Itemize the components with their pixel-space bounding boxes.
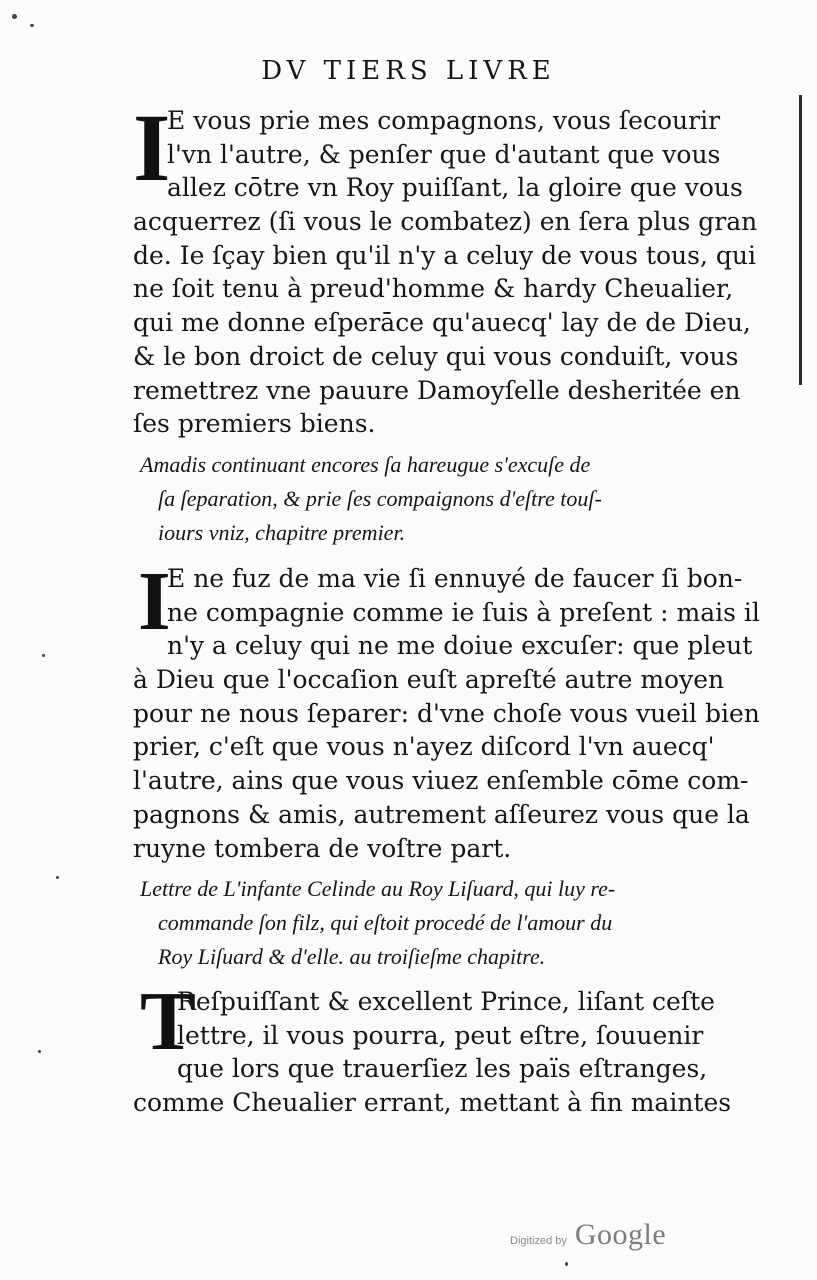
text-line: remettrez vne pauure Damoyſelle desheritée en bbox=[133, 375, 741, 405]
text-line: Reſpuiſſant & excellent Prince, liſant ceſte bbox=[177, 987, 715, 1016]
text-line: pour ne nous ſeparer: d'vne choſe vous vueil bien bbox=[133, 698, 760, 728]
text-line: & le bon droict de celuy qui vous conduiſt, vous bbox=[133, 341, 739, 371]
heading-line: commande ſon filz, qui eſtoit procedé de l'amour du bbox=[158, 910, 613, 935]
google-logo: Google bbox=[574, 1218, 667, 1251]
text-line: de. Ie ſçay bien qu'il n'y a celuy de vous tous, qui bbox=[133, 240, 756, 270]
scan-speck bbox=[12, 14, 17, 19]
heading-line: Amadis continuant encores ſa hareugue s'excuſe de bbox=[140, 452, 591, 477]
heading-line: Lettre de L'infante Celinde au Roy Liſuard, qui luy re- bbox=[140, 876, 616, 901]
heading-line: iours vniz, chapitre premier. bbox=[158, 520, 406, 545]
page-edge-rule bbox=[799, 95, 802, 385]
chapter-heading-1 bbox=[140, 448, 730, 550]
scan-speck bbox=[30, 24, 34, 27]
text-line: que lors que trauerſiez les païs eſtranges, bbox=[177, 1054, 708, 1084]
heading-line: Roy Liſuard & d'elle. au troiſieſme chapitre. bbox=[158, 944, 546, 969]
text-line: ne compagnie comme ie ſuis à preſent : mais il bbox=[167, 597, 760, 627]
text-line: E vous prie mes compagnons, vous ſecourir bbox=[167, 106, 721, 135]
text-line: à Dieu que l'occaſion euſt apreſté autre moyen bbox=[133, 665, 725, 695]
heading-line: ſa ſeparation, & prie ſes compaignons d'eſtre touſ- bbox=[158, 486, 602, 511]
text-line: allez cōtre vn Roy puiſſant, la gloire que vous bbox=[167, 173, 743, 203]
text-line: l'autre, ains que vous viuez enſemble cōme com- bbox=[133, 766, 749, 796]
text-line: acquerrez (ſi vous le combatez) en ſera plus gran bbox=[133, 207, 758, 237]
drop-cap-letter: I bbox=[133, 94, 171, 201]
text-line: prier, c'eſt que vous n'ayez diſcord l'vn auecq' bbox=[133, 732, 715, 762]
text-line: qui me donne eſperāce qu'auecq' lay de de Dieu, bbox=[133, 308, 751, 338]
scan-speck bbox=[565, 1262, 568, 1266]
scan-speck bbox=[56, 876, 59, 879]
text-line: n'y a celuy qui ne me doiue excuſer: que pleut bbox=[167, 631, 753, 661]
drop-cap-letter: I bbox=[138, 555, 171, 648]
text-line: pagnons & amis, autrement aſſeurez vous que la bbox=[133, 799, 750, 829]
text-line: l'vn l'autre, & penſer que d'autant que vous bbox=[167, 139, 721, 169]
scan-speck bbox=[42, 654, 45, 657]
text-line: ne ſoit tenu à preud'homme & hardy Cheualier, bbox=[133, 274, 734, 304]
text-line: lettre, il vous pourra, peut eſtre, ſouuenir bbox=[177, 1020, 704, 1050]
paragraph-3 bbox=[133, 985, 732, 1120]
drop-cap-letter: T bbox=[140, 975, 197, 1068]
digitization-watermark bbox=[510, 1218, 666, 1252]
text-line: comme Cheualier errant, mettant à fin maintes bbox=[133, 1088, 732, 1118]
paragraph-1 bbox=[133, 104, 758, 441]
text-line: ruyne tombera de voſtre part. bbox=[133, 833, 512, 863]
paragraph-2 bbox=[133, 555, 760, 865]
text-line: ſes premiers biens. bbox=[133, 409, 376, 439]
text-line: E ne fuz de ma vie ſi ennuyé de faucer ſi bon- bbox=[167, 564, 743, 593]
chapter-heading-2 bbox=[140, 872, 730, 974]
running-header: DV TIERS LIVRE bbox=[261, 56, 556, 86]
scan-speck bbox=[38, 1050, 41, 1053]
digitized-by-label: Digitized by bbox=[510, 1235, 567, 1247]
